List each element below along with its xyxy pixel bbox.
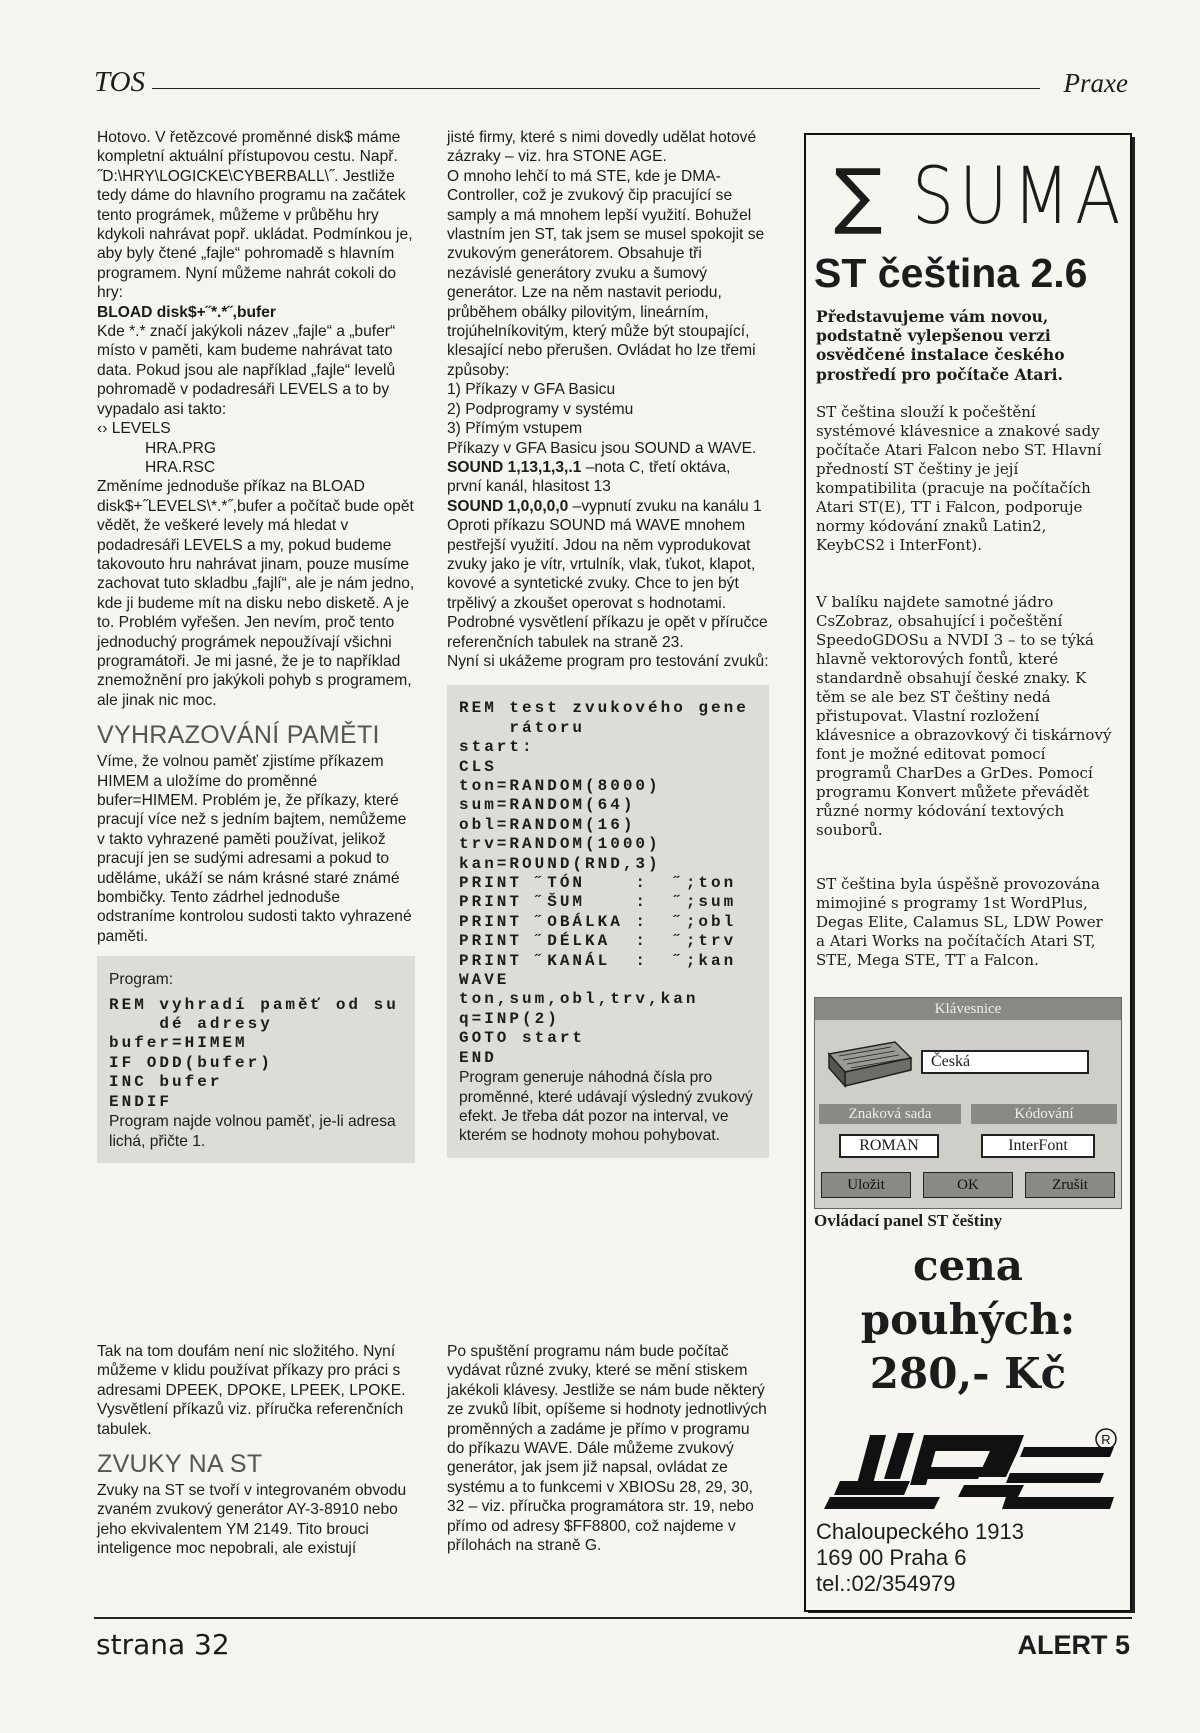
paragraph: Víme, že volnou paměť zjistíme příkazem HIMEM a uložíme do proměnné bufer=HIMEM. Problém je, že příkazy, které pracují více než s jedním bajtem, nemůžeme v takto vyhrazené paměti používat, jelikož pracují jen se sudými adresami a pokud to uděláme, ukáží se nám krásné staré známé bombičky. Tento zádrhel jednoduše odstraníme kontrolou sudosti takto vyhrazené paměti. — [97, 753, 412, 945]
advertisement-box — [804, 133, 1132, 1612]
magazine-issue: ALERT 5 — [1017, 1630, 1130, 1660]
panel-label-encoding: Kódování — [971, 1104, 1117, 1124]
panel-label-charset: Znaková sada — [819, 1104, 961, 1124]
code-inline: BLOAD disk$+˝*.*˝,bufer — [97, 303, 276, 321]
keyboard-select[interactable]: Česká — [921, 1050, 1089, 1074]
ad-paragraph: ST čeština byla úspěšně provozována mimojiné s programy 1st WordPlus, Degas Elite, Calamus SL, LDW Power a Atari Works na počítačích Atari ST, STE, Mega STE, TT a Falcon. — [816, 875, 1103, 969]
section-heading: ZVUKY NA ST — [97, 1450, 263, 1479]
paragraph: Po spuštění programu nám bude počítač vydávat různé zvuky, které se mění stiskem jakékoli klávesy. Jestliže se nám bude některý ze zvuků líbit, opíšeme si hodnoty jednotlivých proměnných a zadáme je přímo v programu do příkazu WAVE. Dále můžeme zvukový generátor, jak jsem již napsal, ovládat ze systému a to funkcemi v XBIOSu 28, 29, 30, 32 – viz. příručka programátora str. 19, nebo přímo od adresy $FF8800, což najdeme v přílohách na straně G. — [447, 1343, 767, 1555]
sound-example-text: –vypnutí zvuku na kanálu 1 — [568, 497, 762, 515]
address-line: 169 00 Praha 6 — [816, 1545, 967, 1570]
column-2 — [447, 128, 769, 1158]
atari-computer-icon — [825, 1036, 913, 1094]
list-item: 1) Příkazy v GFA Basicu — [447, 381, 616, 399]
ad-title: ST čeština 2.6 — [814, 250, 1088, 296]
cancel-button[interactable]: Zrušit — [1025, 1172, 1115, 1198]
paragraph: jisté firmy, které s nimi dovedly udělat hotové zázraky – viz. hra STONE AGE. — [447, 129, 757, 166]
code-box — [447, 685, 769, 1157]
panel-title: Klávesnice — [815, 998, 1121, 1020]
paragraph: Hotovo. V řetězcové proměnné disk$ máme kompletní aktuální přístupovou cestu. Např. ˝D:\HRY\LOGICKE\CYBERBALL\˝. Jestliže tedy dáme do hlavního programu na začátek tento prográmek, můžeme v průběhu hry kdykoli nahrávat popř. ukládat. Podmínkou je, aby byly čtené „fajle“ pohromadě s hlavním programem. Nyní můžeme nahrát cokoli do hry: — [97, 129, 413, 302]
jrc-logo-icon — [814, 1425, 1120, 1515]
code-box — [97, 956, 415, 1163]
charset-select[interactable]: ROMAN — [839, 1134, 939, 1158]
price-line: 280,- Kč — [869, 1349, 1067, 1398]
directory-line: ‹› LEVELS — [97, 420, 171, 438]
address-line: Chaloupeckého 1913 — [816, 1519, 1024, 1544]
paragraph: Příkazy v GFA Basicu jsou SOUND a WAVE. — [447, 439, 757, 457]
panel-caption: Ovládací panel ST češtiny — [814, 1211, 1003, 1230]
list-item: 2) Podprogramy v systému — [447, 400, 634, 418]
price-line: pouhých: — [860, 1295, 1076, 1344]
list-item: 3) Přímým vstupem — [447, 420, 583, 438]
directory-line: HRA.RSC — [145, 458, 216, 476]
sound-example-1 — [447, 458, 769, 497]
save-button[interactable]: Uložit — [821, 1172, 911, 1198]
sound-example-2 — [447, 497, 769, 516]
code-box-note: Program generuje náhodná čísla pro proměnné, které udávají výsledný zvukový efekt. Je třeba dát pozor na interval, ve kterém se hodnoty mohou pohybovat. — [459, 1069, 753, 1145]
section-heading: VYHRAZOVÁNÍ PAMĚTI — [97, 721, 380, 750]
price-line: cena — [912, 1241, 1024, 1290]
svg-text:R: R — [1101, 1432, 1111, 1447]
footer-rule — [94, 1617, 1132, 1619]
paragraph: Oproti příkazu SOUND má WAVE mnohem pestřejší využití. Jdou na něm vyprodukovat zvuky jako je vítr, vrtulník, vlak, ťukot, klapot, kovové a syntetické zvuky. Chce to jen být trpělivý a zkoušet operovat s hodnotami. Podrobné vysvětlení příkazu je opět v příručce referenčních tabulek na straně 23. — [447, 517, 768, 651]
paragraph: Kde *.* značí jakýkoli název „fajle“ a „bufer“ místo v paměti, kam budeme nahrávat tato data. Pokud jsou ale například „fajle“ levelů pohromadě v podadresáři LEVELS a to by vypadalo asi takto: — [97, 323, 396, 418]
address-block — [816, 1519, 1024, 1597]
header-rule — [152, 88, 1040, 89]
column-2-bottom — [447, 1342, 769, 1555]
header-section-title: TOS — [94, 66, 146, 98]
phone-line: tel.:02/354979 — [816, 1571, 956, 1596]
paragraph: O mnoho lehčí to má STE, kde je DMA-Controller, což je zvukový čip pracující se samply a má mnohem lepší využití. Bohužel vlastním jen ST, tak jsem se musel spokojit se zvukovým generátorem. Obsahuje tři nezávislé generátory zvuku a šumový generátor. Lze na něm nastavit periodu, průběhem obálky pilovitým, lineárním, trojúhelníkovitým, který může být stoupající, klesající nebo přerušen. Ovládat ho lze třemi způsoby: — [447, 167, 765, 379]
ad-paragraph: V balíku najdete samotné jádro CsZobraz, obsahující i počeštění SpeedoGDOSu a NVDI 3 – to se týká hlavně vektorových fontů, které standardně obsahují české znaky. K těm se ale bez ST češtiny nedá přistupovat. Vlastní rozložení klávesnice a obrazovkový či tiskárnový font je možné editovat pomocí programů CharDes a GrDes. Pomocí programu Konvert můžete převádět různé normy kódování textových souborů. — [816, 593, 1112, 839]
column-1 — [97, 128, 415, 1163]
brand-logo: SUMA — [912, 152, 1126, 242]
paragraph: Tak na tom doufám není nic složitého. Nyní můžeme v klidu používat příkazy pro práci s adresami DPEEK, DPOKE, LPEEK, LPOKE. Vysvětlení příkazů viz. příručka referenčních tabulek. — [97, 1343, 406, 1438]
column-1-bottom — [97, 1342, 415, 1559]
sigma-logo-icon: ∑ — [834, 153, 883, 237]
ad-paragraph: ST čeština slouží k počeštění systémové klávesnice a znakové sady počítače Atari Falcon nebo ST. Hlavní předností ST češtiny je její kompatibilita (pracuje na počítačích Atari ST(E), TT i Falcon, podporuje normy kódování znaků Latin2, KeybCS2 i InterFont). — [816, 403, 1102, 554]
code-listing: REM vyhradí paměť od su dé adresy bufer=HIMEM IF ODD(bufer) INC bufer ENDIF — [109, 995, 399, 1111]
encoding-select[interactable]: InterFont — [981, 1134, 1095, 1158]
price-block — [806, 1239, 1130, 1401]
directory-line: HRA.PRG — [145, 439, 217, 457]
code-box-label: Program: — [109, 971, 174, 989]
sound-example-text: –nota C, třetí oktáva, první kanál, hlasitost 13 — [447, 458, 731, 496]
ad-lead: Představujeme vám novou, podstatně vylepšenou verzi osvědčené instalace českého prostředí pro počítače Atari. — [816, 307, 1065, 384]
code-box-note: Program najde volnou paměť, je-li adresa lichá, přičte 1. — [109, 1113, 396, 1150]
code-listing: REM test zvukového gene rátoru start: CLS ton=RANDOM(8000) sum=RANDOM(64) obl=RANDOM(16) trv=RANDOM(1000) kan=ROUND(RND,3) PRINT ˝TÓN : ˝;ton PRINT ˝ŠUM : ˝;sum PRINT ˝OBÁLKA : ˝;obl PRINT ˝DÉLKA : ˝;trv PRINT ˝KANÁL : ˝;kan WAVE ton,sum,obl,trv,kan q=INP(2) GOTO start END — [459, 699, 749, 1067]
page-number: strana 32 — [96, 1628, 230, 1661]
ok-button[interactable]: OK — [923, 1172, 1013, 1198]
header-category: Praxe — [1063, 68, 1128, 98]
paragraph: Změníme jednoduše příkaz na BLOAD disk$+˝LEVELS\*.*˝,bufer a počítač bude opět vědět, že veškeré levely má hledat v podadresáři LEVELS a my, pokud budeme takovouto hru nahrávat jinam, pouze musíme zachovat tuto skladbu „fajlí“, ale je nám jedno, kde ji budeme mít na disku nebo disketě. A je to. Problém vyřešen. Jen nevím, proč tento jednoduchý prográmek nepoužívají všichni programátoři. Je mi jasné, že je to například znemožnění pro jakýkoli pohyb s programem, ale jinak nic moc. — [97, 478, 415, 709]
control-panel-screenshot — [814, 997, 1122, 1209]
code-inline: SOUND 1,13,1,3,.1 — [447, 458, 582, 476]
code-inline: SOUND 1,0,0,0,0 — [447, 497, 569, 515]
paragraph: Zvuky na ST se tvoří v integrovaném obvodu zvaném zvukový generátor AY-3-8910 nebo jeho ekvivalentem YM 2149. Tito brouci inteligence moc nepobrali, ale existují — [97, 1482, 407, 1558]
paragraph: Nyní si ukážeme program pro testování zvuků: — [447, 652, 769, 670]
